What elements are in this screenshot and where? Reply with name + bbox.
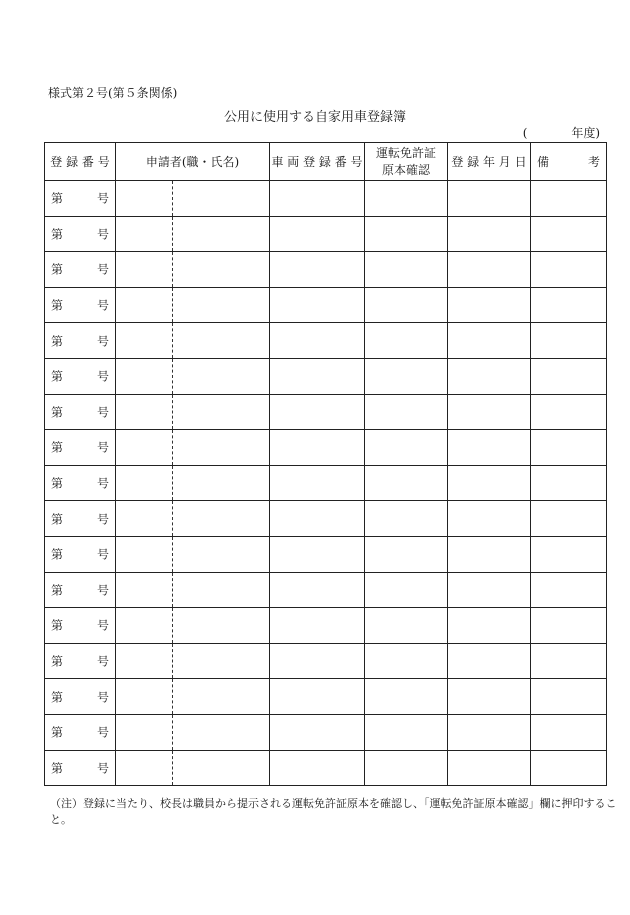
- license-check-cell[interactable]: [365, 216, 448, 252]
- col-applicant: 申請者(職・氏名): [116, 143, 270, 181]
- registration-date-cell[interactable]: [448, 536, 531, 572]
- number-prefix: 第: [51, 690, 64, 705]
- vehicle-number-cell[interactable]: [270, 358, 365, 394]
- registration-date-cell[interactable]: [448, 394, 531, 430]
- applicant-name-cell[interactable]: [173, 430, 270, 466]
- applicant-position-cell[interactable]: [116, 181, 173, 217]
- applicant-name-cell[interactable]: [173, 714, 270, 750]
- registration-date-cell[interactable]: [448, 252, 531, 288]
- registration-number-cell[interactable]: [45, 216, 116, 252]
- number-prefix: 第: [51, 547, 64, 562]
- number-suffix: 号: [96, 654, 109, 669]
- number-suffix: 号: [96, 725, 109, 740]
- number-prefix: 第: [51, 583, 64, 598]
- year-open-paren: (: [522, 126, 528, 140]
- remarks-cell[interactable]: [531, 358, 607, 394]
- table-row: [45, 287, 607, 323]
- applicant-position-cell[interactable]: [116, 536, 173, 572]
- applicant-name-cell[interactable]: [173, 358, 270, 394]
- license-check-cell[interactable]: [365, 608, 448, 644]
- applicant-position-cell[interactable]: [116, 714, 173, 750]
- registration-number-cell[interactable]: [45, 608, 116, 644]
- table-row: [45, 465, 607, 501]
- vehicle-number-cell[interactable]: [270, 465, 365, 501]
- registration-number-cell[interactable]: [45, 572, 116, 608]
- applicant-position-cell[interactable]: [116, 643, 173, 679]
- license-check-cell[interactable]: [365, 643, 448, 679]
- license-check-cell[interactable]: [365, 287, 448, 323]
- table-row: [45, 536, 607, 572]
- applicant-name-cell[interactable]: [173, 216, 270, 252]
- remarks-cell[interactable]: [531, 572, 607, 608]
- col-license-check-line1: 運転免許証: [375, 145, 436, 160]
- vehicle-number-cell[interactable]: [270, 430, 365, 466]
- license-check-cell[interactable]: [365, 572, 448, 608]
- license-check-cell[interactable]: [365, 323, 448, 359]
- registration-date-cell[interactable]: [448, 287, 531, 323]
- col-registration-date: 登 録 年 月 日: [448, 143, 531, 181]
- col-remarks-char1: 備: [537, 155, 550, 169]
- table-row: [45, 679, 607, 715]
- table-row: [45, 323, 607, 359]
- registration-date-cell[interactable]: [448, 714, 531, 750]
- vehicle-number-cell[interactable]: [270, 536, 365, 572]
- table-row: [45, 643, 607, 679]
- col-remarks: [531, 143, 607, 181]
- registration-date-cell[interactable]: [448, 643, 531, 679]
- col-license-check: [365, 143, 448, 181]
- registration-number-cell[interactable]: [45, 430, 116, 466]
- applicant-position-cell[interactable]: [116, 252, 173, 288]
- table-row: [45, 181, 607, 217]
- vehicle-number-cell[interactable]: [270, 181, 365, 217]
- remarks-cell[interactable]: [531, 252, 607, 288]
- applicant-name-cell[interactable]: [173, 501, 270, 537]
- vehicle-number-cell[interactable]: [270, 394, 365, 430]
- number-suffix: 号: [96, 440, 109, 455]
- registration-number-cell[interactable]: [45, 323, 116, 359]
- col-license-check-line2: 原本確認: [381, 162, 430, 177]
- table-row: [45, 394, 607, 430]
- registration-date-cell[interactable]: [448, 358, 531, 394]
- footnote: （注）登録に当たり、校長は職員から提示される運転免許証原本を確認し、「運転免許証原本確認」欄に押印すること。: [50, 797, 617, 826]
- applicant-name-cell[interactable]: [173, 323, 270, 359]
- registration-number-cell[interactable]: [45, 536, 116, 572]
- registration-number-cell[interactable]: [45, 750, 116, 786]
- document-title: 公用に使用する自家用車登録簿: [223, 110, 406, 125]
- applicant-position-cell[interactable]: [116, 394, 173, 430]
- number-suffix: 号: [96, 547, 109, 562]
- registration-number-cell[interactable]: [45, 358, 116, 394]
- col-remarks-char2: 考: [587, 155, 600, 169]
- vehicle-number-cell[interactable]: [270, 714, 365, 750]
- license-check-cell[interactable]: [365, 679, 448, 715]
- remarks-cell[interactable]: [531, 714, 607, 750]
- remarks-cell[interactable]: [531, 430, 607, 466]
- vehicle-number-cell[interactable]: [270, 216, 365, 252]
- remarks-cell[interactable]: [531, 536, 607, 572]
- number-prefix: 第: [51, 654, 64, 669]
- registration-date-cell[interactable]: [448, 181, 531, 217]
- license-check-cell[interactable]: [365, 750, 448, 786]
- applicant-position-cell[interactable]: [116, 501, 173, 537]
- registration-number-cell[interactable]: [45, 252, 116, 288]
- remarks-cell[interactable]: [531, 465, 607, 501]
- vehicle-number-cell[interactable]: [270, 252, 365, 288]
- number-prefix: 第: [51, 334, 64, 349]
- number-prefix: 第: [51, 476, 64, 491]
- registration-number-cell[interactable]: [45, 714, 116, 750]
- remarks-cell[interactable]: [531, 501, 607, 537]
- table-row: [45, 216, 607, 252]
- registration-date-cell[interactable]: [448, 430, 531, 466]
- applicant-position-cell[interactable]: [116, 430, 173, 466]
- applicant-position-cell[interactable]: [116, 216, 173, 252]
- table-row: [45, 358, 607, 394]
- applicant-position-cell[interactable]: [116, 608, 173, 644]
- number-suffix: 号: [96, 262, 109, 277]
- registration-number-cell[interactable]: [45, 501, 116, 537]
- registration-date-cell[interactable]: [448, 608, 531, 644]
- table-row: [45, 608, 607, 644]
- applicant-name-cell[interactable]: [173, 608, 270, 644]
- number-suffix: 号: [96, 512, 109, 527]
- registration-number-cell[interactable]: [45, 643, 116, 679]
- license-check-cell[interactable]: [365, 501, 448, 537]
- fiscal-year-field: [523, 124, 600, 141]
- table-row: [45, 750, 607, 786]
- vehicle-number-cell[interactable]: [270, 643, 365, 679]
- license-check-cell[interactable]: [365, 536, 448, 572]
- applicant-position-cell[interactable]: [116, 572, 173, 608]
- applicant-name-cell[interactable]: [173, 679, 270, 715]
- number-suffix: 号: [96, 405, 109, 420]
- remarks-cell[interactable]: [531, 750, 607, 786]
- col-registration-number: 登 録 番 号: [45, 143, 116, 181]
- remarks-cell[interactable]: [531, 608, 607, 644]
- number-prefix: 第: [51, 227, 64, 242]
- table-row: [45, 714, 607, 750]
- number-prefix: 第: [51, 262, 64, 277]
- registration-date-cell[interactable]: [448, 501, 531, 537]
- remarks-cell[interactable]: [531, 643, 607, 679]
- registration-number-cell[interactable]: [45, 679, 116, 715]
- applicant-position-cell[interactable]: [116, 358, 173, 394]
- table-row: [45, 572, 607, 608]
- license-check-cell[interactable]: [365, 252, 448, 288]
- registration-date-cell[interactable]: [448, 750, 531, 786]
- license-check-cell[interactable]: [365, 465, 448, 501]
- number-suffix: 号: [96, 761, 109, 776]
- number-suffix: 号: [96, 191, 109, 206]
- registration-number-cell[interactable]: [45, 465, 116, 501]
- registration-table: [44, 142, 607, 786]
- number-prefix: 第: [51, 512, 64, 527]
- applicant-name-cell[interactable]: [173, 750, 270, 786]
- license-check-cell[interactable]: [365, 181, 448, 217]
- license-check-cell[interactable]: [365, 430, 448, 466]
- year-label: 年度): [571, 126, 600, 140]
- number-prefix: 第: [51, 618, 64, 633]
- table-header-row: [45, 143, 607, 181]
- remarks-cell[interactable]: [531, 181, 607, 217]
- number-suffix: 号: [96, 618, 109, 633]
- applicant-name-cell[interactable]: [173, 572, 270, 608]
- license-check-cell[interactable]: [365, 394, 448, 430]
- remarks-cell[interactable]: [531, 216, 607, 252]
- vehicle-number-cell[interactable]: [270, 679, 365, 715]
- vehicle-number-cell[interactable]: [270, 287, 365, 323]
- number-suffix: 号: [96, 583, 109, 598]
- applicant-position-cell[interactable]: [116, 323, 173, 359]
- remarks-cell[interactable]: [531, 679, 607, 715]
- applicant-name-cell[interactable]: [173, 394, 270, 430]
- table-row: [45, 252, 607, 288]
- registration-date-cell[interactable]: [448, 216, 531, 252]
- form-number: 様式第２号(第５条関係): [48, 86, 178, 100]
- license-check-cell[interactable]: [365, 714, 448, 750]
- number-prefix: 第: [51, 405, 64, 420]
- applicant-name-cell[interactable]: [173, 465, 270, 501]
- registration-date-cell[interactable]: [448, 323, 531, 359]
- license-check-cell[interactable]: [365, 358, 448, 394]
- registration-number-cell[interactable]: [45, 394, 116, 430]
- number-suffix: 号: [96, 227, 109, 242]
- vehicle-number-cell[interactable]: [270, 608, 365, 644]
- remarks-cell[interactable]: [531, 287, 607, 323]
- registration-number-cell[interactable]: [45, 181, 116, 217]
- vehicle-number-cell[interactable]: [270, 501, 365, 537]
- applicant-position-cell[interactable]: [116, 679, 173, 715]
- applicant-name-cell[interactable]: [173, 181, 270, 217]
- applicant-name-cell[interactable]: [173, 287, 270, 323]
- registration-date-cell[interactable]: [448, 679, 531, 715]
- remarks-cell[interactable]: [531, 394, 607, 430]
- registration-date-cell[interactable]: [448, 465, 531, 501]
- applicant-name-cell[interactable]: [173, 643, 270, 679]
- vehicle-number-cell[interactable]: [270, 750, 365, 786]
- number-suffix: 号: [96, 298, 109, 313]
- number-prefix: 第: [51, 761, 64, 776]
- number-prefix: 第: [51, 725, 64, 740]
- col-vehicle-number: 車 両 登 録 番 号: [270, 143, 365, 181]
- applicant-name-cell[interactable]: [173, 252, 270, 288]
- table-row: [45, 501, 607, 537]
- number-prefix: 第: [51, 369, 64, 384]
- applicant-position-cell[interactable]: [116, 465, 173, 501]
- remarks-cell[interactable]: [531, 323, 607, 359]
- vehicle-number-cell[interactable]: [270, 572, 365, 608]
- applicant-name-cell[interactable]: [173, 536, 270, 572]
- vehicle-number-cell[interactable]: [270, 323, 365, 359]
- registration-number-cell[interactable]: [45, 287, 116, 323]
- number-suffix: 号: [96, 476, 109, 491]
- table-row: [45, 430, 607, 466]
- registration-date-cell[interactable]: [448, 572, 531, 608]
- applicant-position-cell[interactable]: [116, 750, 173, 786]
- number-prefix: 第: [51, 191, 64, 206]
- applicant-position-cell[interactable]: [116, 287, 173, 323]
- number-suffix: 号: [96, 334, 109, 349]
- number-prefix: 第: [51, 298, 64, 313]
- number-suffix: 号: [96, 369, 109, 384]
- number-prefix: 第: [51, 440, 64, 455]
- number-suffix: 号: [96, 690, 109, 705]
